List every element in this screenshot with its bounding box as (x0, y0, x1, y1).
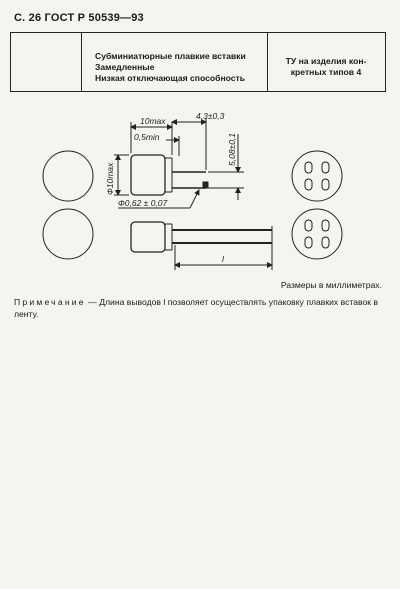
end-view-top-circle (292, 151, 342, 201)
note-text: — Длина выводов l позволяет осуществлять упаковку плавких вставок в ленту. (14, 297, 378, 319)
page-header: С. 26 ГОСТ Р 50539—93 (14, 12, 144, 24)
spec-line-1: Субминиатюрные плавкие вставки (95, 51, 246, 61)
end-view-bottom-circle (292, 209, 342, 259)
note-lead: Примечание (14, 297, 86, 307)
left-view-bottom-circle (43, 209, 93, 259)
dim-508-label: 5,08±0,1 (227, 132, 237, 166)
dim-l-label: l (222, 254, 224, 264)
spec-line-2: Замедленные (95, 62, 155, 72)
dim-phi062-label: Ф0,62 ± 0,07 (118, 198, 168, 208)
note-paragraph (14, 296, 378, 320)
fuse-drawing (0, 100, 400, 290)
tu-line-1: ТУ на изделия кон- (285, 56, 367, 66)
spec-table (10, 32, 386, 92)
spec-line-3: Низкая отключающая способность (95, 73, 246, 83)
dim-05min-label: 0,5min (134, 132, 160, 142)
fuse-body-bottom (131, 222, 165, 252)
dim-10max-label: 10max (140, 116, 166, 126)
spec-table-empty-cell (11, 33, 82, 91)
spec-table-tu-cell (267, 33, 385, 91)
tu-line-2: кретных типов 4 (290, 67, 362, 77)
left-view-top-circle (43, 151, 93, 201)
fuse-body-top (131, 155, 165, 195)
spec-table-description-cell (81, 33, 268, 91)
dim-43-label: 4,3±0,3 (196, 111, 225, 121)
dim-phi10max-label: Ф10max (105, 162, 115, 195)
units-note: Размеры в миллиметрах. (280, 280, 382, 290)
